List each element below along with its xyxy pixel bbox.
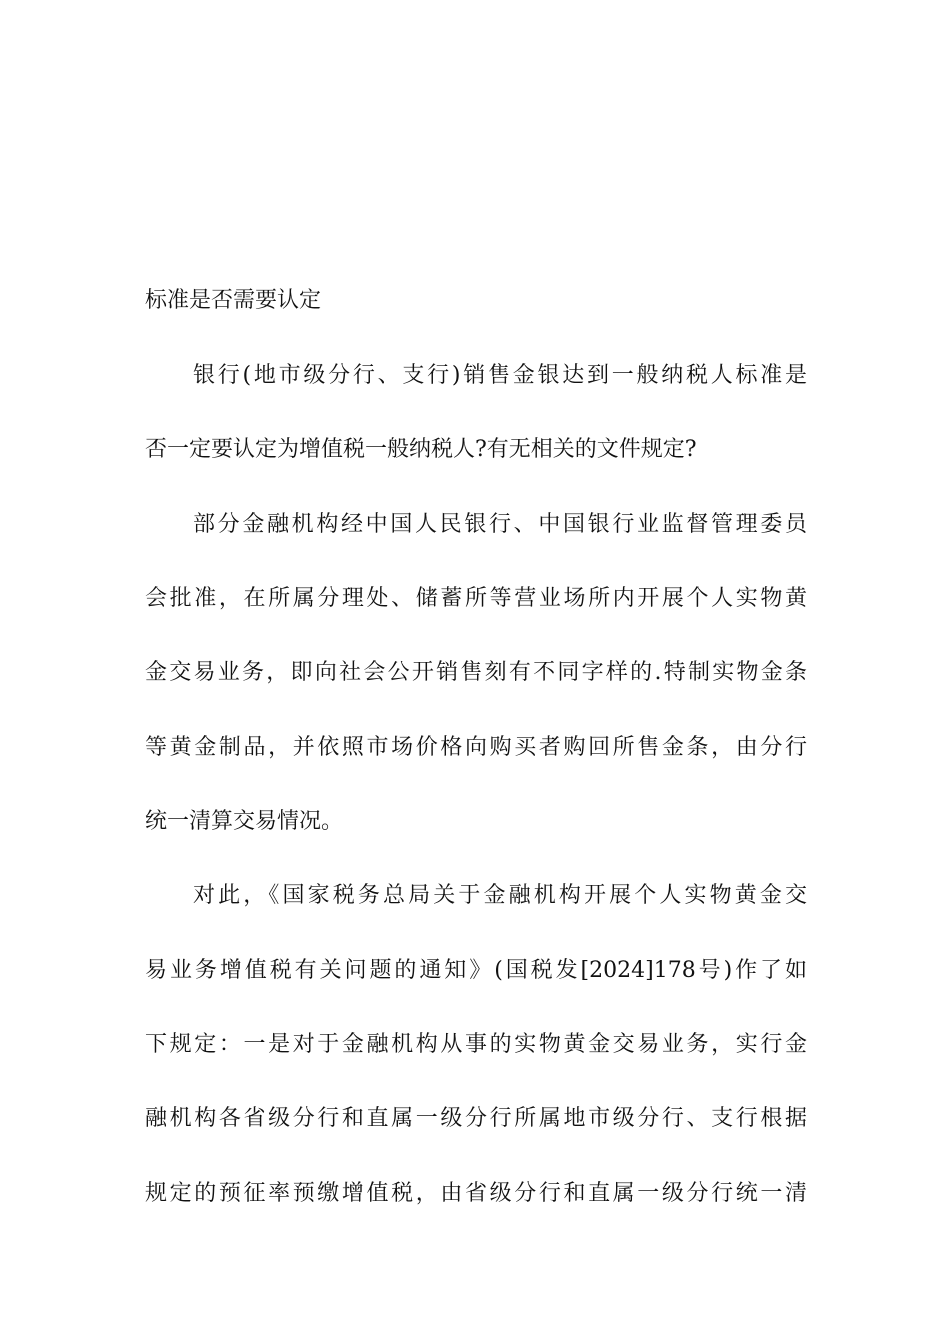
paragraph-1-line-1: 银行(地市级分行、支行)销售金银达到一般纳税人标准是 [193,363,807,388]
paragraph-2-line-1: 部分金融机构经中国人民银行、中国银行业监督管理委员 [193,512,807,537]
paragraph-3-line-2: 易业务增值税有关问题的通知》(国税发[2024]178号)作了如 [145,958,807,983]
paragraph-3-line-3: 下规定：一是对于金融机构从事的实物黄金交易业务，实行金 [145,1032,807,1057]
paragraph-2-line-4: 等黄金制品，并依照市场价格向购买者购回所售金条，由分行 [145,735,807,760]
section-heading-continued: 标准是否需要认定 [145,288,322,313]
paragraph-1-line-2: 否一定要认定为增值税一般纳税人?有无相关的文件规定? [145,437,697,462]
paragraph-3-line-4: 融机构各省级分行和直属一级分行所属地市级分行、支行根据 [145,1106,807,1131]
paragraph-3-line-1: 对此，《国家税务总局关于金融机构开展个人实物黄金交 [193,883,807,908]
paragraph-2-line-5: 统一清算交易情况。 [145,809,344,834]
paragraph-2-line-2: 会批准，在所属分理处、储蓄所等营业场所内开展个人实物黄 [145,586,807,611]
paragraph-2-line-3: 金交易业务，即向社会公开销售刻有不同字样的.特制实物金条 [145,660,807,685]
paragraph-3-line-5: 规定的预征率预缴增值税，由省级分行和直属一级分行统一清 [145,1181,807,1206]
